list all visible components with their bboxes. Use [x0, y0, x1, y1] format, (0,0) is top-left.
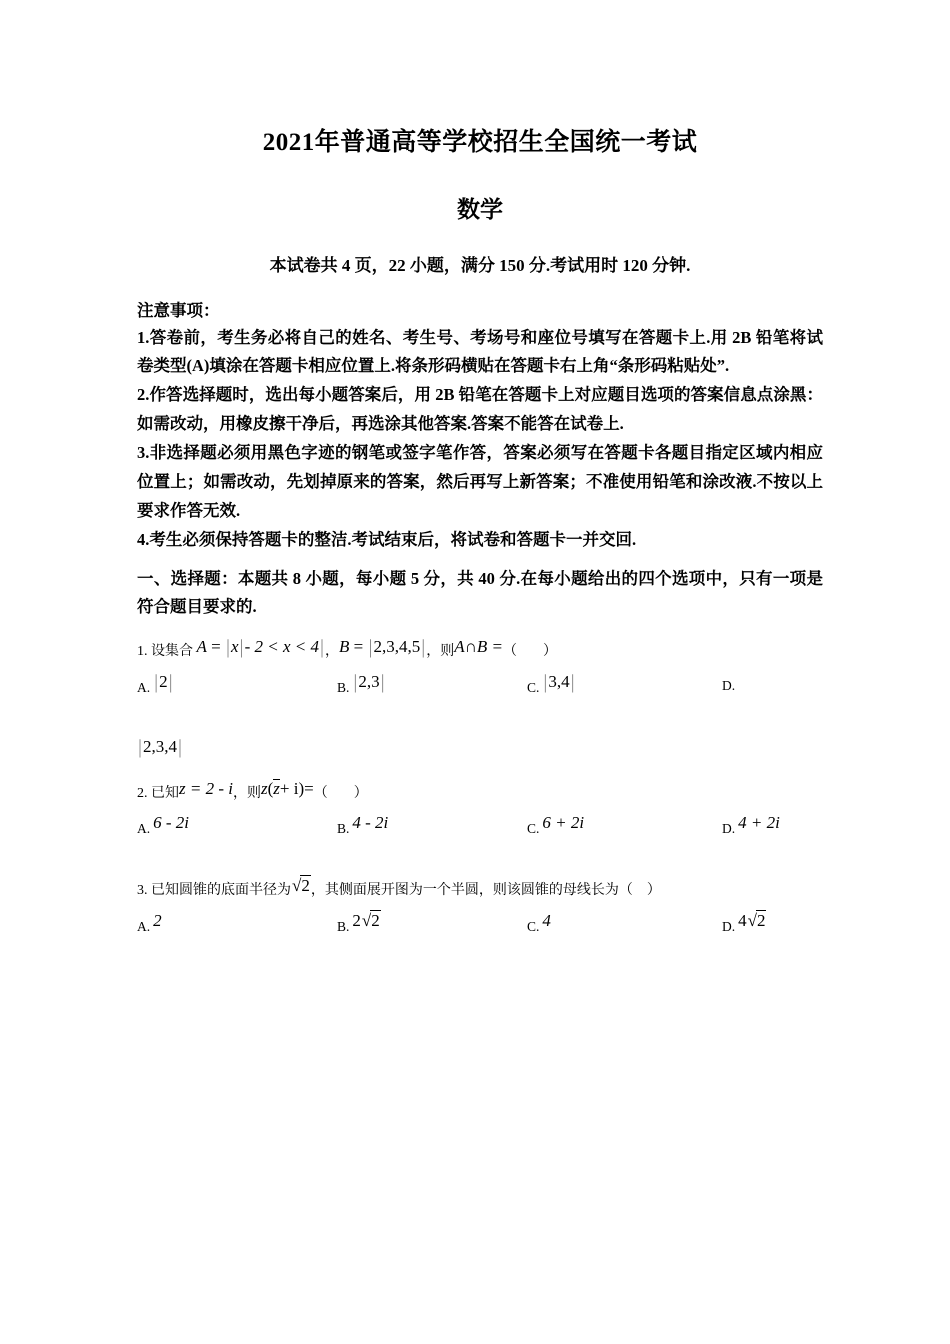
question-2-suffix: 则	[246, 785, 261, 801]
question-3-mid: ，其侧面展开图为一个半圆，则该圆锥的母线长为（ ）	[310, 883, 661, 899]
brace-open-icon: |	[154, 670, 159, 693]
brace-close-icon: |	[319, 636, 324, 659]
option-label: C.	[527, 679, 540, 695]
section-header-multiple-choice: 一、选择题：本题共 8 小题，每小题 5 分，共 40 分.在每小题给出的四个选项中，只有一项是符合题目要求的.	[137, 568, 823, 616]
question-1-stem	[137, 637, 823, 663]
option-label: D.	[722, 677, 736, 693]
instructions-block	[137, 298, 823, 555]
question-1	[137, 637, 823, 757]
exam-meta-line: 本试卷共 4 页，22 小题，满分 150 分.考试用时 120 分钟.	[269, 255, 691, 275]
option-value: 2	[153, 910, 162, 930]
page-title: 2021年普通高等学校招生全国统一考试	[262, 129, 698, 156]
option-label: C.	[527, 821, 540, 837]
question-1-option-c[interactable]	[527, 670, 576, 697]
question-2-answer-blank: （ ）	[313, 785, 374, 801]
option-value: 6 + 2i	[542, 813, 585, 833]
brace-close-icon: |	[178, 735, 183, 758]
option-value-text: 2,3	[358, 671, 380, 691]
question-3-radical	[291, 876, 311, 895]
instructions-heading: 注意事项：	[137, 300, 220, 320]
option-label: C.	[527, 918, 540, 934]
instruction-item-1	[137, 324, 823, 382]
question-1-prefix: 设集合	[151, 644, 193, 660]
option-value	[542, 672, 575, 692]
option-label: B.	[337, 821, 350, 837]
question-1-options	[137, 670, 823, 711]
brace-open-icon: |	[138, 735, 143, 758]
option-value: 4 + 2i	[738, 813, 780, 833]
question-3-option-c[interactable]	[527, 910, 551, 936]
expr-z: z	[260, 778, 268, 798]
brace-close-icon: |	[380, 670, 385, 693]
option-label: A.	[137, 918, 151, 934]
radicand: 2	[371, 910, 380, 930]
question-2-option-c[interactable]	[527, 813, 585, 838]
question-2-given: z = 2 - i	[179, 778, 233, 798]
option-label: B.	[337, 679, 350, 695]
question-2-expression: z(z+ i)=	[260, 778, 314, 798]
instruction-text-4: 4.考生必须保持答题卡的整洁.考试结束后，将试卷和答题卡一并交回.	[137, 529, 637, 549]
set-a-name: A	[196, 637, 207, 657]
expr-equals: =	[304, 778, 314, 798]
question-1-option-a[interactable]	[137, 670, 174, 697]
instruction-text-3: 3.非选择题必须用黑色字迹的钢笔或签字笔作答，答案必须写在答题卡各题目指定区域内相应位置上；如需改动，先划掉原来的答案，然后再写上新答案；不准使用铅笔和涂改液.不按以上要求作答无效.	[137, 443, 823, 520]
option-label: B.	[337, 918, 350, 934]
option-value-text: 3,4	[548, 671, 570, 691]
question-1-number: 1.	[137, 644, 148, 660]
option-value: 4	[542, 910, 551, 930]
option-value	[738, 911, 766, 931]
option-label: A.	[137, 679, 151, 695]
option-label: A.	[137, 821, 151, 837]
brace-mid-icon: |	[239, 636, 244, 659]
brace-open-icon: |	[368, 636, 373, 659]
question-2-separator: ，	[232, 785, 247, 801]
option-value-text: 2	[159, 671, 168, 691]
option-value	[352, 672, 385, 692]
question-2-number: 2.	[137, 785, 148, 801]
instruction-text-1: 1.答卷前，考生务必将自己的姓名、考生号、考场号和座位号填写在答题卡上.用 2B 铅笔将试卷类型(A)填涂在答题卡相应位置上.将条形码横贴在答题卡右上角“条形码粘贴处”.	[137, 327, 823, 376]
option-value: 6 - 2i	[153, 813, 190, 833]
question-1-set-a: A = |x|- 2 < x < 4|	[196, 636, 324, 659]
option-coefficient: 4	[738, 910, 747, 930]
question-2-option-b[interactable]	[337, 813, 389, 838]
conjugate-overline-z: z	[273, 778, 280, 798]
page-content	[137, 0, 823, 950]
option-value-text: 2,3,4	[143, 736, 178, 756]
square-root-icon: √2	[292, 876, 310, 896]
expr-tail: + i	[279, 778, 299, 798]
question-2-option-d[interactable]	[722, 813, 780, 838]
brace-close-icon: |	[421, 636, 426, 659]
question-3-option-a[interactable]	[137, 910, 162, 936]
option-coefficient: 2	[352, 910, 361, 930]
set-b-body: 2,3,4,5	[373, 637, 421, 657]
radicand: 2	[301, 876, 310, 896]
question-2-prefix: 已知	[151, 785, 179, 801]
option-value	[352, 911, 380, 931]
square-root-icon: √2	[361, 910, 380, 930]
question-3-options	[137, 910, 823, 950]
brace-close-icon: |	[570, 670, 575, 693]
question-2-options	[137, 813, 823, 852]
question-1-set-b: B = |2,3,4,5|	[338, 636, 426, 659]
question-1-answer-blank: （ ）	[503, 644, 564, 660]
question-1-separator-1: ，	[324, 644, 339, 660]
brace-close-icon: |	[168, 670, 173, 693]
question-1-expression: A∩B =	[454, 637, 504, 657]
question-3	[137, 876, 823, 950]
question-3-stem	[137, 876, 823, 902]
option-value	[153, 672, 174, 692]
question-1-option-b[interactable]	[337, 670, 386, 697]
brace-open-icon: |	[353, 670, 358, 693]
option-value	[137, 737, 183, 757]
brace-open-icon: |	[225, 636, 230, 659]
instruction-text-2: 2.作答选择题时，选出每小题答案后，用 2B 铅笔在答题卡上对应题目选项的答案信息点涂黑：如需改动，用橡皮擦干净后，再选涂其他答案.答案不能答在试卷上.	[137, 385, 823, 434]
question-3-number: 3.	[137, 883, 148, 899]
instruction-item-2	[137, 381, 823, 439]
question-3-option-d[interactable]	[722, 910, 766, 936]
set-a-cond: - 2 < x < 4	[244, 637, 319, 657]
set-a-body: x	[231, 637, 239, 657]
brace-open-icon: |	[543, 670, 548, 693]
subject-title: 数学	[457, 197, 503, 222]
question-3-option-b[interactable]	[337, 910, 381, 936]
question-1-option-d[interactable]	[722, 677, 735, 695]
option-label: D.	[722, 821, 736, 837]
instruction-item-4	[137, 526, 823, 555]
radicand: 2	[756, 910, 766, 930]
question-2-option-a[interactable]	[137, 813, 190, 838]
square-root-icon: √2	[747, 910, 766, 930]
set-b-name: B	[338, 637, 350, 657]
question-3-prefix: 已知圆锥的底面半径为	[151, 883, 291, 899]
question-2	[137, 779, 823, 853]
option-value: 4 - 2i	[352, 813, 389, 833]
question-1-suffix: 则	[440, 644, 455, 660]
instruction-item-3	[137, 439, 823, 526]
question-2-stem	[137, 779, 823, 805]
question-1-option-d-wrapped-value	[137, 737, 823, 757]
question-1-separator-2: ，	[426, 644, 441, 660]
option-label: D.	[722, 918, 736, 934]
